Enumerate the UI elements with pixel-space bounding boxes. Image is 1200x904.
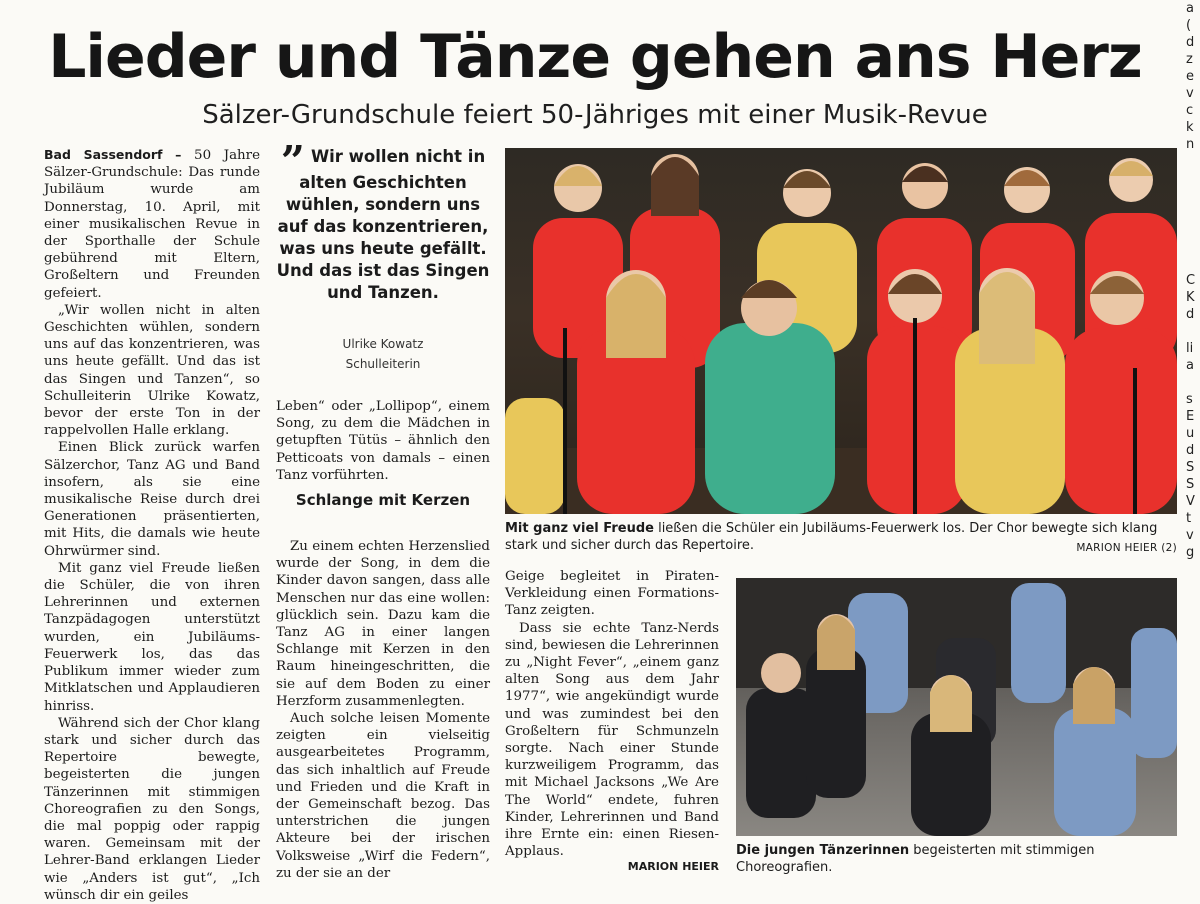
neighbor-text-fragment: n — [1186, 137, 1195, 152]
neighbor-text-fragment: v — [1186, 528, 1194, 543]
neighbor-text-fragment: K — [1186, 290, 1195, 305]
quote-role: Schulleiterin — [345, 357, 421, 371]
quote-attribution — [276, 334, 490, 374]
neighbor-text-fragment — [1186, 153, 1200, 170]
article-column-2-top — [276, 398, 490, 484]
neighbor-text-fragment: c — [1186, 103, 1194, 118]
neighbor-text-fragment — [1186, 323, 1200, 340]
article-paragraph: Zu einem echten Herzenslied wurde der Song, in dem die Kinder davon sangen, dass alle Menschen nur das eine wollen: glücklich sein. Dazu kam die Tanz AG in einer langen Schlange mit Kerzen in den Raum hineingeschritten, die sie auf dem Boden zu einer Herzform zusammenlegten. — [276, 539, 490, 709]
article-paragraph: Während sich der Chor klang stark und sicher durch das Repertoire bewegte, begeisterten die jungen Tänzerinnen mit stimmigen Choreografien zu den Songs, die mal poppig oder rappig waren. Gemeinsam mit der Lehrer-Band erklangen Lieder wie „Anders ist gut“, „Ich wünsch dir ein geiles — [44, 715, 260, 903]
choir-photo-illustration — [505, 148, 1177, 514]
quote-text: Wir wollen nicht in alten Geschichten wühlen, sondern uns auf das konzentrieren, was uns heute gefällt. Und das ist das Singen und Tanzen. — [276, 147, 490, 302]
neighbor-text-fragment: V — [1186, 494, 1195, 509]
neighbor-text-fragment — [1186, 204, 1200, 221]
neighbor-article-fragment — [1186, 0, 1200, 900]
article-paragraph: Auch solche leisen Momente zeigten ein vielseitig ausgearbeitetes Programm, das sich inhaltlich auf Freude und Frieden und die Kraft in der Gemeinschaft bezog. Das unterstrichen die jungen Akteure bei der irischen Volksweise „Wirf die Federn“, zu der sie an der — [276, 711, 490, 881]
neighbor-text-fragment: d — [1186, 35, 1195, 50]
quote-mark-icon: ” — [280, 137, 305, 186]
neighbor-text-fragment: S — [1186, 477, 1195, 492]
neighbor-text-fragment: u — [1186, 426, 1195, 441]
caption-text: begeisterten mit stimmigen Choreografien. — [736, 843, 1095, 875]
neighbor-text-fragment: v — [1186, 86, 1194, 101]
neighbor-text-fragment: li — [1186, 341, 1194, 356]
section-subheading: Schlange mit Kerzen — [295, 491, 471, 509]
article-paragraph: „Wir wollen nicht in alten Geschichten wühlen, sondern uns auf das konzentrieren, was uns heute gefällt. Und das ist das Singen und Tanzen“, so Schulleiterin Ulrike Kowatz, bevor der erste Ton in der rappelvollen Halle erklang. — [44, 302, 260, 439]
neighbor-text-fragment: ( — [1186, 18, 1192, 33]
pull-quote — [276, 137, 490, 304]
neighbor-text-fragment: S — [1186, 460, 1195, 475]
neighbor-text-fragment: d — [1186, 443, 1195, 458]
byline: MARION HEIER — [627, 860, 719, 873]
neighbor-text-fragment: g — [1186, 545, 1195, 560]
neighbor-text-fragment: k — [1186, 120, 1194, 135]
dancers-photo-illustration — [736, 578, 1177, 836]
neighbor-text-fragment: s — [1186, 392, 1193, 407]
quote-author: Ulrike Kowatz — [342, 337, 424, 351]
subheadline: Sälzer-Grundschule feiert 50-Jähriges mit einer Musik-Revue — [202, 100, 988, 130]
neighbor-text-fragment: t — [1186, 511, 1192, 526]
neighbor-text-fragment: e — [1186, 69, 1194, 84]
neighbor-text-fragment — [1186, 170, 1200, 187]
article-column-2 — [276, 538, 490, 882]
neighbor-text-fragment: C — [1186, 273, 1196, 288]
article-paragraph: 50 Jahre Sälzer-Grundschule: Das runde Jubiläum wurde am Donnerstag, 10. April, mit einer musikalischen Revue in der Sporthalle der Schule gebührend mit Eltern, Großeltern und Freunden gefeiert. — [44, 148, 260, 301]
article-paragraph: Mit ganz viel Freude ließen die Schüler, die von ihren Lehrerinnen und externen Tanzpädagogen unterstützt wurden, ein Jubiläums-Feuerwerk los, das das Publikum immer wieder zum Mitklatschen und Applaudieren hinriss. — [44, 560, 260, 714]
dateline: Bad Sassendorf – — [44, 147, 182, 162]
neighbor-text-fragment — [1186, 255, 1200, 272]
photo-credit: MARION HEIER (2) — [1076, 542, 1177, 554]
neighbor-text-fragment: a — [1186, 358, 1194, 373]
article-column-1 — [44, 146, 260, 904]
article-column-3 — [505, 568, 719, 860]
neighbor-text-fragment: a — [1186, 1, 1194, 16]
caption-lead: Die jungen Tänzerinnen — [736, 843, 910, 858]
choir-photo — [505, 148, 1177, 514]
article-paragraph: Dass sie echte Tanz-Nerds sind, bewiesen die Lehrerinnen zu „Night Fever“, „einem ganz alten Song aus dem Jahr 1977“, wie angekündigt wurde und was zumindest bei den Großeltern für Schmunzeln sorgte. Nach einer Stunde kurzweiligem Programm, das mit Michael Jacksons „We Are The World“ endete, fuhren Kinder, Lehrerinnen und Band ihre Ernte ein: einen Riesen-Applaus. — [505, 620, 719, 860]
neighbor-text-fragment: z — [1186, 52, 1193, 67]
neighbor-text-fragment — [1186, 221, 1200, 238]
dancers-photo-caption — [736, 842, 1177, 876]
headline: Lieder und Tänze gehen ans Herz — [48, 22, 1142, 92]
neighbor-text-fragment: d — [1186, 307, 1195, 322]
article-paragraph: Einen Blick zurück warfen Sälzerchor, Tanz AG und Band insofern, als sie eine musikalische Reise durch drei Generationen präsentierten, mit Hits, die damals wie heute Ohrwürmer sind. — [44, 440, 260, 559]
neighbor-text-fragment: E — [1186, 409, 1195, 424]
article-paragraph: Leben“ oder „Lollipop“, einem Song, zu dem die Mädchen in getupften Tütüs – ähnlich den Petticoats von damals – einen Tanz vorführten. — [276, 399, 490, 483]
neighbor-text-fragment — [1186, 374, 1200, 391]
article-paragraph: Geige begleitet in Piraten-Verkleidung einen Formations-Tanz zeigten. — [505, 569, 719, 619]
neighbor-text-fragment — [1186, 238, 1200, 255]
neighbor-text-fragment — [1186, 187, 1200, 204]
caption-lead: Mit ganz viel Freude — [505, 521, 654, 536]
dancers-photo — [736, 578, 1177, 836]
caption-text: ließen die Schüler ein Jubiläums-Feuerwerk los. Der Chor bewegte sich klang stark und sicher durch das Repertoire. — [505, 521, 1158, 553]
